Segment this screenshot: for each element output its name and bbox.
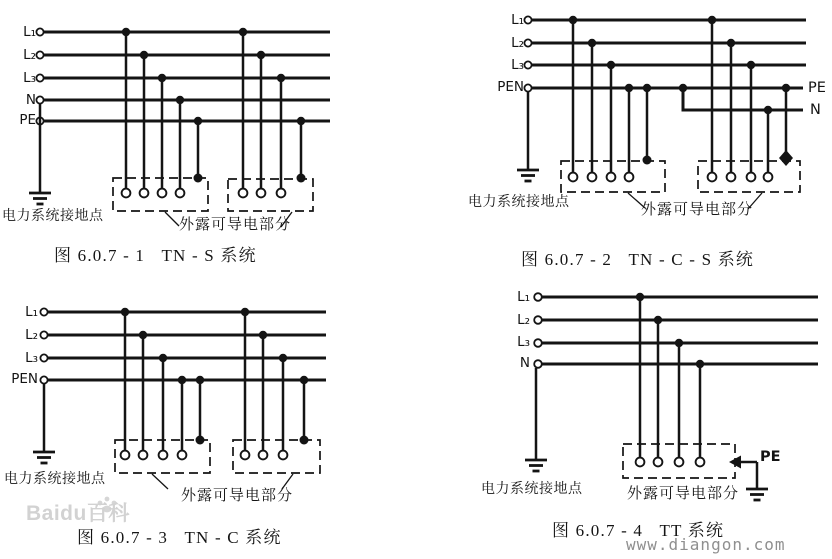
junction-dots <box>636 293 704 368</box>
exposed-part-label: 外露可导电部分 <box>641 202 754 218</box>
ground-point-label: 电力系统接地点 <box>481 482 583 497</box>
tn-c-s-diagram <box>517 16 806 209</box>
label-leader <box>165 212 179 226</box>
conductor-label-l2: L₂ <box>517 312 530 328</box>
ground-point-label: 电力系统接地点 <box>4 472 106 487</box>
conductor-label-l3: L₃ <box>511 57 524 73</box>
figure-caption-tn-s: 图 6.0.7 - 1 TN - S 系统 <box>54 246 257 265</box>
junction-dots <box>569 16 793 166</box>
terminal-circles <box>569 173 773 182</box>
system-ground-icon <box>33 384 55 463</box>
figure-caption-tn-c-s: 图 6.0.7 - 2 TN - C - S 系统 <box>521 250 755 269</box>
conductor-label-n: N <box>25 92 36 108</box>
conductor-label-l1: L₁ <box>23 24 36 40</box>
conductor-label-l3: L₃ <box>23 70 36 86</box>
conductor-label-l2: L₂ <box>23 47 36 63</box>
terminal-circles <box>636 458 705 467</box>
figure-caption-tt: 图 6.0.7 - 4 TT 系统 <box>552 521 725 540</box>
power-lines <box>524 16 806 110</box>
conductor-label-pe: PE <box>19 112 36 128</box>
split-label-pe: PE <box>808 80 826 96</box>
power-lines <box>36 28 330 124</box>
tn-s-diagram <box>29 28 330 227</box>
junction-dots <box>121 308 309 445</box>
exposed-part-label: 外露可导电部分 <box>181 488 294 504</box>
tt-diagram <box>525 293 818 500</box>
ground-point-label: 电力系统接地点 <box>2 209 104 224</box>
conductor-label-pen: PEN <box>11 371 38 387</box>
system-ground-icon <box>517 92 539 181</box>
pe-label: PE <box>760 449 781 465</box>
conductor-label-l1: L₁ <box>517 289 530 305</box>
system-ground-icon <box>525 368 547 471</box>
ground-point-label: 电力系统接地点 <box>468 195 570 210</box>
power-lines <box>534 293 818 368</box>
conductor-label-l1: L₁ <box>25 304 38 320</box>
conductor-label-l3: L₃ <box>25 350 38 366</box>
exposed-part-label: 外露可导电部分 <box>627 486 740 502</box>
baidu-watermark: Baidu百科 <box>26 502 130 525</box>
terminal-circles <box>122 189 286 198</box>
pe-corner-diamond <box>779 150 793 166</box>
conductor-label-pen: PEN <box>497 79 524 95</box>
conductor-label-n: N <box>519 355 530 371</box>
figure-caption-tn-c: 图 6.0.7 - 3 TN - C 系统 <box>77 528 282 547</box>
conductor-label-l3: L₃ <box>517 334 530 350</box>
split-label-n: N <box>810 102 821 118</box>
conductor-label-l2: L₂ <box>25 327 38 343</box>
exposed-part-label: 外露可导电部分 <box>179 217 292 233</box>
terminal-circles <box>121 451 288 460</box>
diangon-watermark: www.diangon.com <box>626 535 786 554</box>
conductor-label-l2: L₂ <box>511 35 524 51</box>
label-leader <box>152 474 168 489</box>
junction-dots <box>122 28 306 183</box>
conductor-label-l1: L₁ <box>511 12 524 28</box>
